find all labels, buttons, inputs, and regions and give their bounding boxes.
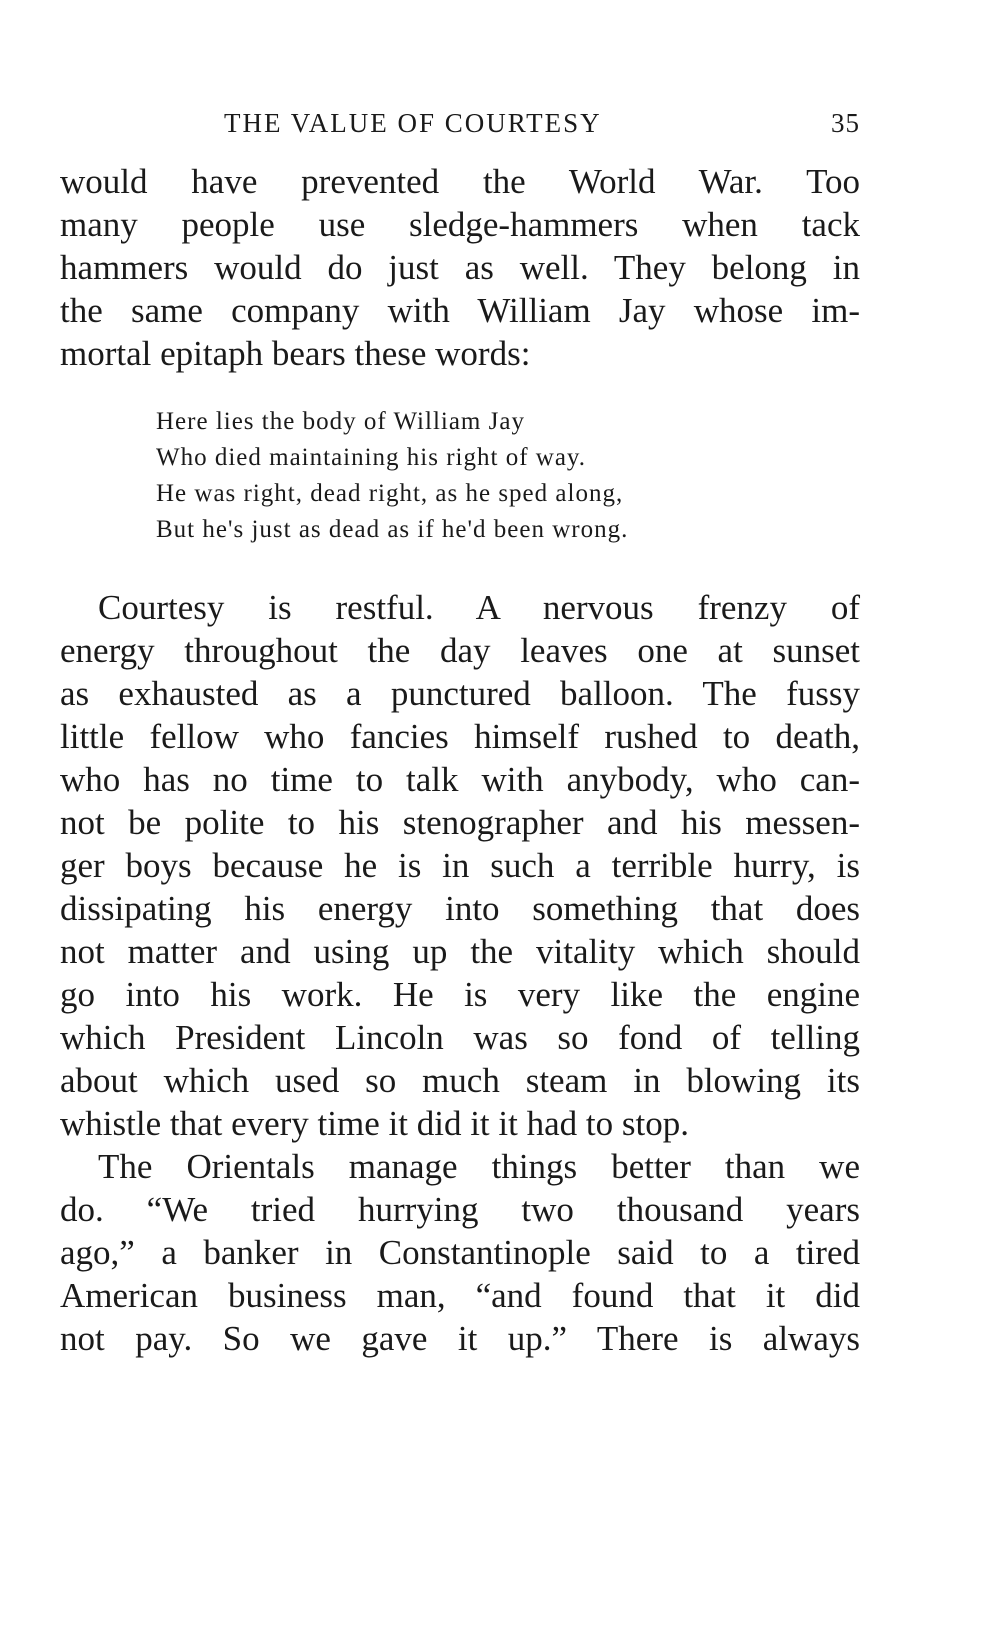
running-head (60, 108, 860, 148)
text-line: The Orientals manage things better than we (98, 1147, 860, 1186)
text-line: about which used so much steam in blowing its (60, 1061, 860, 1100)
text-line: do. “We tried hurrying two thousand years (60, 1190, 860, 1229)
text-line: mortal epitaph bears these words: (60, 334, 531, 373)
text-line: dissipating his energy into something that does (60, 889, 860, 928)
epitaph-line: He was right, dead right, as he sped along, (156, 480, 624, 507)
epitaph-line: Who died maintaining his right of way. (156, 444, 587, 471)
epitaph-line: But he's just as dead as if he'd been wrong. (156, 516, 629, 543)
text-line: little fellow who fancies himself rushed to death, (60, 717, 860, 756)
text-line: as exhausted as a punctured balloon. The fussy (60, 674, 860, 713)
text-line: energy throughout the day leaves one at sunset (60, 631, 860, 670)
text-line: which President Lincoln was so fond of telling (60, 1018, 860, 1057)
text-line: would have prevented the World War. Too (60, 162, 860, 201)
text-line: whistle that every time it did it it had to stop. (60, 1104, 689, 1143)
page-number: 35 (831, 108, 860, 138)
text-line: Courtesy is restful. A nervous frenzy of (98, 588, 860, 627)
epitaph-line: Here lies the body of William Jay (156, 408, 525, 435)
text-line: who has no time to talk with anybody, who can- (60, 760, 860, 799)
text-line: ago,” a banker in Constantinople said to a tired (60, 1233, 860, 1272)
text-line: many people use sledge-hammers when tack (60, 205, 860, 244)
text-line: the same company with William Jay whose im- (60, 291, 860, 330)
text-line: hammers would do just as well. They belong in (60, 248, 860, 287)
text-line: not matter and using up the vitality which should (60, 932, 860, 971)
running-title: THE VALUE OF COURTESY (224, 108, 602, 138)
text-line: go into his work. He is very like the engine (60, 975, 860, 1014)
text-line: ger boys because he is in such a terrible hurry, is (60, 846, 860, 885)
text-line: not be polite to his stenographer and his messen- (60, 803, 860, 842)
text-line: not pay. So we gave it up.” There is always (60, 1319, 860, 1358)
text-line: American business man, “and found that it did (60, 1276, 860, 1315)
